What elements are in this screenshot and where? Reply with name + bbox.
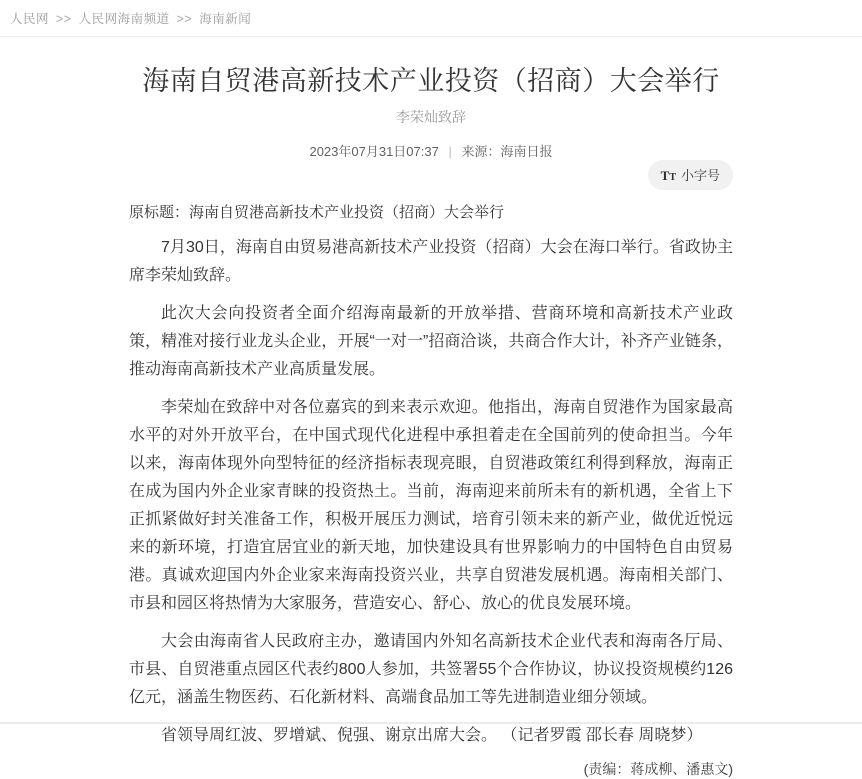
page-title: 海南自贸港高新技术产业投资（招商）大会举行 [142,66,720,96]
meta-separator: | [448,144,452,159]
footer-divider [0,722,862,724]
editor-credit: (责编：蒋成柳、潘惠文) [583,761,733,777]
breadcrumb-link-hainan-channel[interactable]: 人民网海南频道 [78,12,170,26]
original-title: 原标题：海南自贸港高新技术产业投资（招商）大会举行 [129,204,505,221]
article-meta [129,143,733,160]
font-size-button-label: 小字号 [680,168,720,183]
article-toolbar [129,160,733,188]
article-content [129,64,733,779]
source-prefix: 来源： [461,144,501,159]
breadcrumb-separator: >> [56,12,72,26]
article-body [129,202,733,779]
breadcrumb-link-hainan-news[interactable]: 海南新闻 [199,12,252,26]
article-paragraph: 李荣灿在致辞中对各位嘉宾的到来表示欢迎。他指出，海南自贸港作为国家最高水平的对外开放平台，在中国式现代化进程中承担着走在全国前列的使命担当。今年以来，海南体现外向型特征的经济指标表现亮眼，自贸港政策红利得到释放，海南正在成为国内外企业家青睐的投资热土。当前，海南迎来前所未有的新机遇，全省上下正抓紧做好封关准备工作，积极开展压力测试，培育引领未来的新产业，做优近悦远来的新环境，打造宜居宜业的新天地，加快建设具有世界影响力的中国特色自由贸易港。真诚欢迎国内外企业家来海南投资兴业，共享自贸港发展机遇。海南相关部门、市县和园区将热情为大家服务，营造安心、舒心、放心的优良发展环境。 [129,399,733,612]
header-divider [0,36,862,37]
source-link[interactable]: 海南日报 [500,144,553,159]
publish-date: 2023年07月31日07:37 [309,144,439,159]
article-paragraph: 此次大会向投资者全面介绍海南最新的开放举措、营商环境和高新技术产业政策，精准对接行业龙头企业，开展“一对一”招商洽谈，共商合作大计，补齐产业链条，推动海南高新技术产业高质量发展。 [129,305,733,378]
article-subtitle: 李荣灿致辞 [396,109,466,125]
font-size-icon: TT [660,168,676,183]
breadcrumb-link-peoples-daily[interactable]: 人民网 [10,12,50,26]
article-paragraph: 省领导周红波、罗增斌、倪强、谢京出席大会。 （记者罗霞 邵长春 周晓梦） [161,727,703,744]
article-paragraph: 7月30日，海南自由贸易港高新技术产业投资（招商）大会在海口举行。省政协主席李荣灿致辞。 [129,239,733,284]
breadcrumb [0,0,862,27]
article-paragraph: 大会由海南省人民政府主办，邀请国内外知名高新技术企业代表和海南各厅局、市县、自贸港重点园区代表约800人参加，共签署55个合作协议，协议投资规模约126亿元，涵盖生物医药、石化新材料、高端食品加工等先进制造业细分领域。 [129,633,733,706]
breadcrumb-separator: >> [176,12,193,26]
font-size-button[interactable] [648,160,733,190]
